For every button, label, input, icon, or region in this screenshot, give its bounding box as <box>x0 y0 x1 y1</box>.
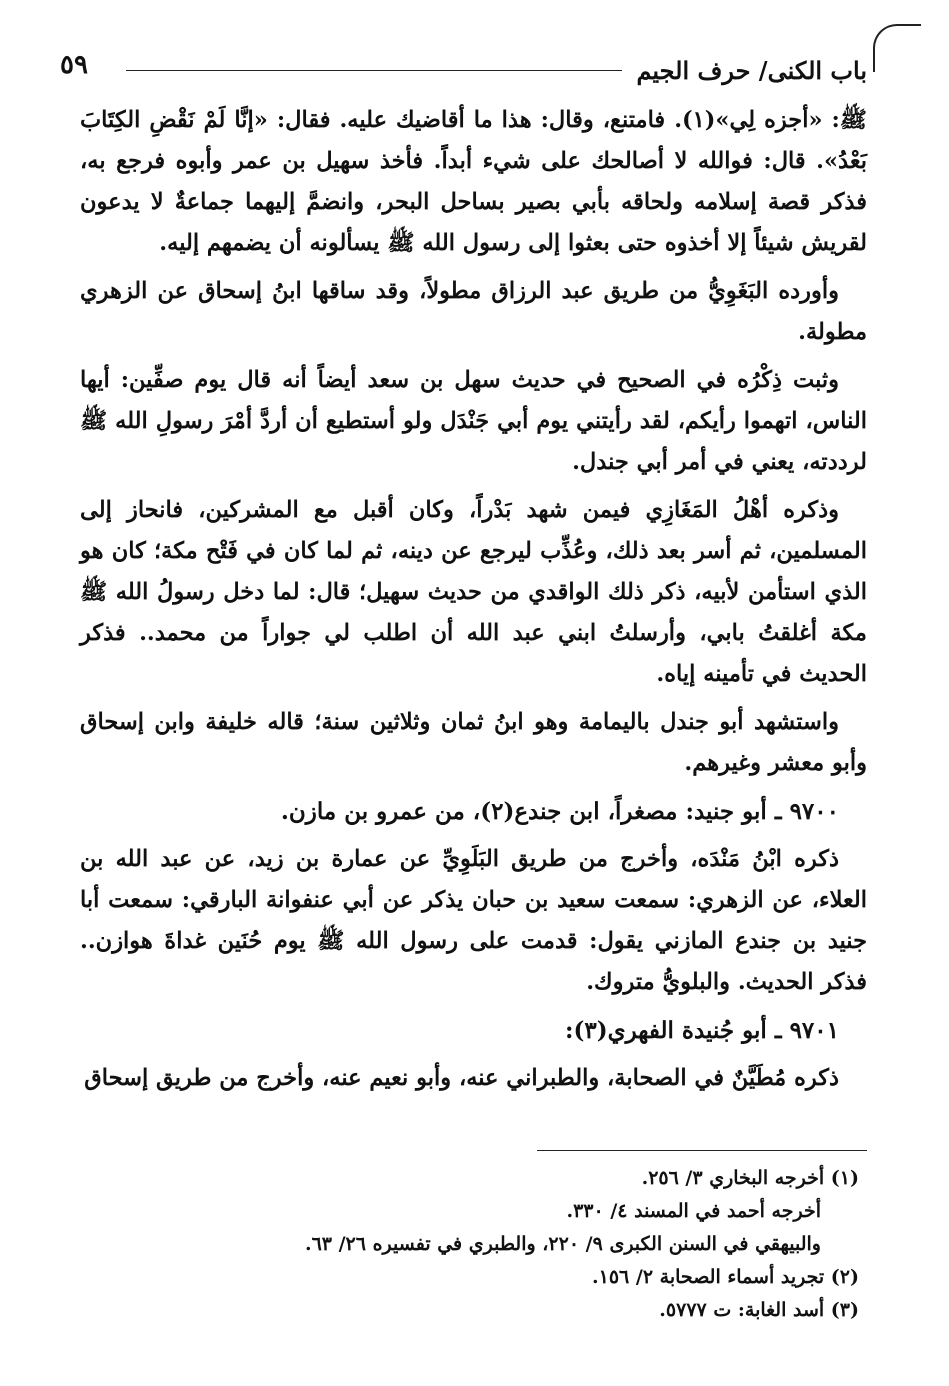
footnote-1-line-2: أخرجه أحمد في المسند ٤/ ٣٣٠. <box>566 1200 821 1222</box>
footnotes <box>80 1162 859 1327</box>
paragraph-9701: ذكره مُطَيَّنٌ في الصحابة، والطبراني عنه، وأبو نعيم عنه، وأخرج من طريق إسحاق <box>84 1065 839 1091</box>
paragraph-maghazi: وذكره أهْلُ المَغَازِي فيمن شهد بَدْراً، وكان أقبل مع المشركين، فانحاز إلى المسلمين، ثم أسر بعد ذلك، وعُذِّب ليرجع عن دينه، ثم لما كان في فَتْح مكة؛ كان هو الذي استأمن لأبيه، ذكر ذلك الواقدي من حديث سهيل؛ قال: لما دخل رسولُ الله ﷺ مكة أغلقتُ بابي، وأرسلتُ ابني عبد الله أن اطلب لي جواراً من محمد.. فذكر الحديث في تأمينه إياه. <box>80 497 867 687</box>
main-text <box>80 100 867 1106</box>
page-header <box>60 44 867 84</box>
paragraph-siffin: وثبت ذِكْرُه في الصحيح في حديث سهل بن سعد أيضاً أنه قال يوم صفِّين: أيها الناس، اتهموا رأيكم، لقد رأيتني يوم أبي جَنْدَل ولو أستطيع أن أردَّ أمْرَ رسولِ الله ﷺ لرددته، يعني في أمر أبي جندل. <box>80 367 867 475</box>
footnote-1: (١) أخرجه البخاري ٣/ ٢٥٦. <box>641 1167 859 1189</box>
paragraph-yamama: واستشهد أبو جندل باليمامة وهو ابنُ ثمان وثلاثين سنة؛ قاله خليفة وابن إسحاق وأبو معشر وغيرهم. <box>80 709 867 776</box>
paragraph-baghawi: وأورده البَغَوِيُّ من طريق عبد الرزاق مطولاً، وقد ساقها ابنُ إسحاق عن الزهري مطولة. <box>80 278 867 345</box>
footnote-3: (٣) أسد الغابة: ت ٥٧٧٧. <box>659 1299 859 1321</box>
paragraph-9700: ذكره ابْنُ مَنْدَه، وأخرج من طريق البَلَوِيِّ عن عمارة بن زيد، عن عبد الله بن العلاء، عن الزهري: سمعت سعيد بن حبان يذكر عن أبي عنفوانة البارقي: سمعت أبا جنيد بن جندع المازني يقول: قدمت على رسول الله ﷺ يوم حُنَين غداةَ هوازن.. فذكر الحديث. والبلويُّ متروك. <box>80 846 867 995</box>
running-title: باب الكنى/ حرف الجيم <box>636 56 867 85</box>
entry-heading-9701: ٩٧٠١ ـ أبو جُنيدة الفهري(٣): <box>564 1017 839 1044</box>
footnote-1-line-3: والبيهقي في السنن الكبرى ٩/ ٢٢٠، والطبري في تفسيره ٢٦/ ٦٣. <box>304 1233 821 1255</box>
header-rule <box>126 70 622 71</box>
footnote-separator <box>537 1150 867 1151</box>
entry-heading-9700: ٩٧٠٠ ـ أبو جنيد: مصغراً، ابن جندع(٢)، من عمرو بن مازن. <box>280 798 839 825</box>
paragraph-continuation: ﷺ: «أجزه لِي»(١). فامتنع، وقال: هذا ما أقاضيك عليه. فقال: «إنَّا لَمْ نَقْضِ الكِتَابَ بَعْدُ». قال: فوالله لا أصالحك على شيء أبداً. فأخذ سهيل بن عمر وأبوه فرجع به، فذكر قصة إسلامه ولحاقه بأبي بصير بساحل البحر، وانضمَّ إليهما جماعةٌ لا يدعون لقريش شيئاً إلا أخذوه حتى بعثوا إلى رسول الله ﷺ يسألونه أن يضمهم إليه. <box>80 107 867 256</box>
corner-mark <box>873 24 921 72</box>
footnote-2: (٢) تجريد أسماء الصحابة ٢/ ١٥٦. <box>592 1266 859 1288</box>
page-number: ٥٩ <box>60 50 88 80</box>
